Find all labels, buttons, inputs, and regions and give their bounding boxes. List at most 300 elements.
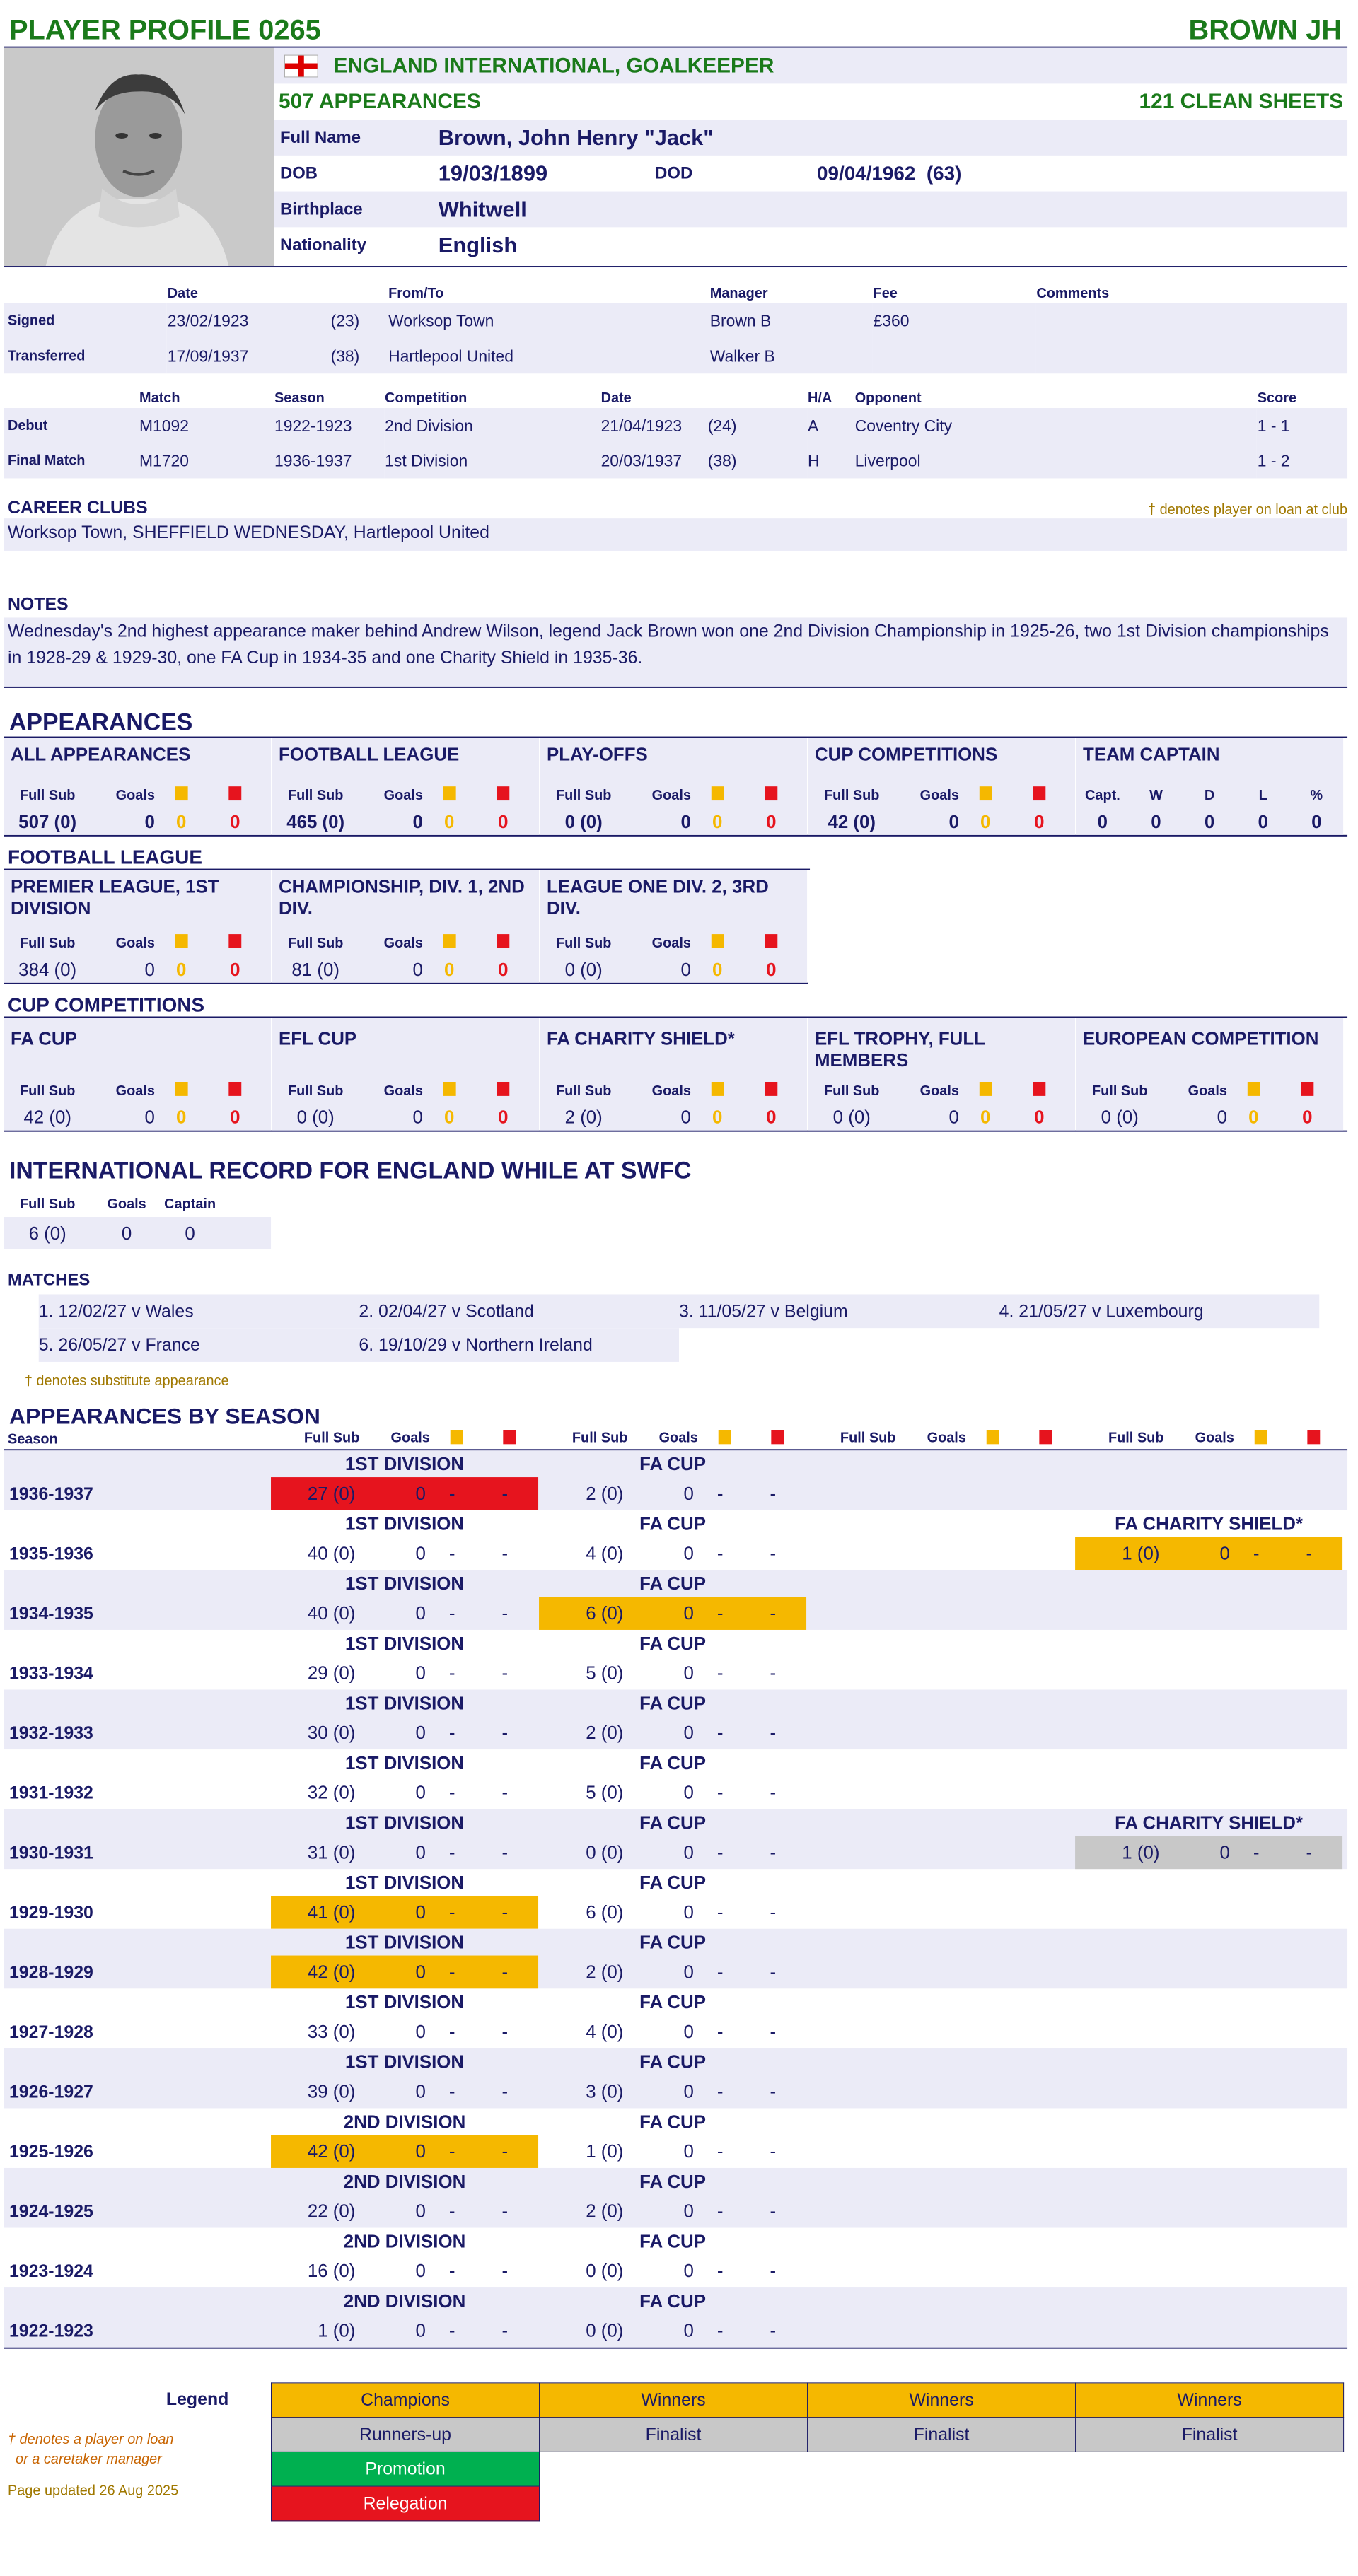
season-goals: 0 [415, 1483, 426, 1504]
season-apps: 42 (0) [307, 2140, 356, 2162]
season-label: 1935-1936 [8, 1544, 93, 1564]
league-box-0: PREMIER LEAGUE, 1ST DIVISION Full Sub Goals 384 (0) 0 0 0 [4, 870, 271, 983]
season-apps: 4 (0) [586, 1542, 624, 1564]
league-box-1: CHAMPIONSHIP, DIV. 1, 2ND DIV. Full Sub Goals 81 (0) 0 0 0 [272, 870, 539, 983]
season-row [4, 1630, 1347, 1690]
season-cell [807, 1510, 1074, 1570]
league-box-2-heading: LEAGUE ONE DIV. 2, 3RD DIV. [546, 875, 769, 919]
competition-name: 2ND DIVISION [343, 2290, 466, 2312]
season-cell [1075, 1630, 1342, 1690]
competition-name: 2ND DIVISION [343, 2170, 466, 2192]
season-cell: FA CUP 0 (0) 0 - - [539, 1809, 806, 1870]
cup-box-0-heading: FA CUP [10, 1027, 77, 1049]
season-goals: 0 [415, 1542, 426, 1564]
nationality-row [274, 227, 1347, 263]
red-value: 0 [766, 1106, 777, 1128]
red-card-icon [765, 1082, 777, 1096]
season-cell: 1ST DIVISION 42 (0) 0 - - [271, 1929, 538, 1989]
career-clubs-header [4, 498, 1347, 518]
season-apps: 4 (0) [586, 2021, 624, 2042]
page-header [4, 0, 1347, 48]
full-name-row [274, 120, 1347, 156]
season-row [4, 2048, 1347, 2109]
competition-name: FA CUP [639, 1752, 706, 1773]
competition-name: 2ND DIVISION [343, 2111, 466, 2133]
debut-row: Debut M1092 1922-1923 2nd Division 21/04/1923 (24) A Coventry City 1 - 1 [4, 408, 1347, 443]
season-row [4, 1869, 1347, 1929]
season-apps: 3 (0) [586, 2080, 624, 2102]
intl-match: 1. 12/02/27 v Wales [39, 1294, 359, 1328]
competition-name: 1ST DIVISION [344, 2051, 465, 2073]
season-goals: 0 [415, 1901, 426, 1923]
competition-name: FA CUP [639, 2051, 706, 2073]
season-cell [807, 1869, 1074, 1929]
season-cell: 1ST DIVISION 27 (0) 0 - - [271, 1450, 538, 1510]
red-value: 0 [230, 1106, 240, 1128]
competition-name: FA CUP [639, 1991, 706, 2013]
apps-value: 0 (0) [564, 958, 603, 980]
season-label: 1922-1923 [8, 2321, 93, 2341]
season-cell: FA CUP 0 (0) 0 - - [539, 2228, 806, 2288]
competition-name: FA CUP [639, 1573, 706, 1595]
season-apps: 32 (0) [307, 1781, 356, 1803]
red-card-icon [228, 934, 241, 948]
season-cell [1075, 2168, 1342, 2228]
season-row [4, 1929, 1347, 1989]
headline-row [274, 48, 1347, 84]
season-goals: 0 [415, 1961, 426, 1983]
competition-name: 1ST DIVISION [344, 1931, 465, 1953]
season-cell: 1ST DIVISION 40 (0) 0 - - [271, 1510, 538, 1570]
season-cell: FA CUP 4 (0) 0 - - [539, 1510, 806, 1570]
season-goals: 0 [415, 2080, 426, 2102]
competition-name: FA CUP [639, 2230, 706, 2252]
red-card-icon [1033, 786, 1045, 800]
season-cell [1075, 1570, 1342, 1630]
season-cell [807, 2108, 1074, 2168]
final-match-row: Final Match M1720 1936-1937 1st Division 20/03/1937 (38) H Liverpool 1 - 2 [4, 443, 1347, 479]
season-apps: 5 (0) [586, 1781, 624, 1803]
legend-relegation: Relegation [272, 2486, 540, 2521]
season-goals: 0 [683, 2260, 694, 2282]
competition-name: 1ST DIVISION [344, 1692, 465, 1714]
seasons-header: Season Full Sub Goals Full Sub Goals Full Sub Goals Full Sub Goals [4, 1429, 1347, 1450]
season-label: 1928-1929 [8, 1962, 93, 1983]
goals-value: 0 [680, 958, 691, 980]
season-apps: 5 (0) [586, 1662, 624, 1684]
intl-match: 2. 02/04/27 v Scotland [359, 1294, 679, 1328]
season-cell [807, 2287, 1074, 2348]
season-cell [1075, 1450, 1342, 1510]
league-box-1-heading: CHAMPIONSHIP, DIV. 1, 2ND DIV. [278, 875, 525, 919]
season-label: 1923-1924 [8, 2261, 93, 2282]
season-row [4, 1988, 1347, 2048]
season-goals: 0 [415, 1602, 426, 1624]
season-cell [807, 1630, 1074, 1690]
yellow-value: 0 [444, 1106, 455, 1128]
season-cell: FA CUP 2 (0) 0 - - [539, 1690, 806, 1750]
season-goals: 0 [683, 1961, 694, 1983]
season-goals: 0 [683, 1722, 694, 1744]
dod-label: DOD [655, 163, 693, 183]
season-cell: FA CUP 6 (0) 0 - - [539, 1869, 806, 1929]
season-apps: 1 (0) [586, 2140, 624, 2162]
competition-name: FA CHARITY SHIELD* [1115, 1513, 1304, 1534]
apps-value: 0 (0) [832, 1106, 871, 1128]
season-goals: 0 [415, 2319, 426, 2341]
cup-box-4-heading: EUROPEAN COMPETITION [1083, 1027, 1319, 1049]
dod-value: 09/04/1962 (63) [816, 162, 962, 185]
apps-value: 465 (0) [286, 810, 345, 832]
totals-row [274, 83, 1347, 120]
competition-name: 1ST DIVISION [344, 1453, 465, 1475]
season-goals: 0 [683, 2021, 694, 2042]
england-flag-icon [284, 54, 318, 77]
legend-loan-note: † denotes a player on loan or a caretaker manager [7, 2432, 174, 2467]
intl-match: 5. 26/05/27 v France [39, 1328, 359, 1362]
intl-apps: 6 (0) [28, 1222, 66, 1244]
red-card-icon [228, 786, 241, 800]
season-row [4, 2287, 1347, 2348]
season-cell [1075, 1929, 1342, 1989]
competition-name: 2ND DIVISION [343, 2230, 466, 2252]
cup-box-2-heading: FA CHARITY SHIELD* [546, 1027, 735, 1049]
matches-header: Match Season Competition Date H/A Opponent Score [139, 390, 1297, 406]
headline: ENGLAND INTERNATIONAL, GOALKEEPER [333, 54, 774, 77]
cup-box-3-heading: EFL TROPHY, FULL MEMBERS [815, 1027, 985, 1071]
career-clubs: Worksop Town, SHEFFIELD WEDNESDAY, Hartlepool United [4, 518, 1347, 551]
season-cell: FA CUP 5 (0) 0 - - [539, 1630, 806, 1690]
season-apps: 6 (0) [586, 1901, 624, 1923]
season-row [4, 1510, 1347, 1570]
season-apps: 0 (0) [586, 2319, 624, 2341]
intl-match: 6. 19/10/29 v Northern Ireland [359, 1328, 679, 1362]
red-value: 0 [498, 958, 509, 980]
yellow-card-icon [979, 786, 992, 800]
season-apps: 41 (0) [307, 1901, 356, 1923]
season-label: 1925-1926 [8, 2142, 93, 2162]
apps-value: 42 (0) [828, 810, 876, 832]
season-row [4, 1690, 1347, 1750]
page-updated: Page updated 26 Aug 2025 [7, 2483, 179, 2499]
season-goals: 0 [415, 2021, 426, 2042]
cup-box-4: EUROPEAN COMPETITION Full Sub Goals 0 (0) 0 0 0 [1076, 1018, 1343, 1130]
red-value: 0 [766, 958, 777, 980]
player-profile-page [4, 0, 1347, 2521]
season-cell: FA CUP 1 (0) 0 - - [539, 2108, 806, 2168]
season-cell [807, 2048, 1074, 2109]
red-card-icon [1039, 1430, 1052, 1444]
competition-name: 1ST DIVISION [344, 1632, 465, 1654]
season-cell [807, 2228, 1074, 2288]
cup-box-0: FA CUP Full Sub Goals 42 (0) 0 0 0 [4, 1018, 271, 1130]
season-cell [807, 1929, 1074, 1989]
season-label: 1927-1928 [8, 2022, 93, 2042]
red-value: 0 [230, 958, 240, 980]
season-apps: 1 (0) [1122, 1841, 1160, 1863]
season-goals: 0 [415, 1781, 426, 1803]
yellow-card-icon [450, 1430, 463, 1444]
yellow-card-icon [979, 1082, 992, 1096]
yellow-card-icon [718, 1430, 731, 1444]
goals-value: 0 [412, 958, 423, 980]
debut-final-table [4, 379, 1347, 478]
season-cell: FA CUP 5 (0) 0 - - [539, 1749, 806, 1809]
red-card-icon [1033, 1082, 1045, 1096]
season-goals: 0 [683, 1662, 694, 1684]
competition-name: FA CUP [639, 2170, 706, 2192]
competition-name: FA CUP [639, 1453, 706, 1475]
matches-title: MATCHES [7, 1270, 91, 1290]
nationality-label: Nationality [279, 235, 367, 255]
total-appearances: 507 APPEARANCES [278, 89, 481, 113]
season-apps: 22 (0) [307, 2200, 356, 2222]
red-card-icon [765, 786, 777, 800]
player-photo [4, 48, 274, 266]
yellow-card-icon [1254, 1430, 1267, 1444]
red-card-icon [503, 1430, 516, 1444]
page-title: PLAYER PROFILE 0265 [8, 14, 321, 46]
competition-name: 1ST DIVISION [344, 1991, 465, 2013]
season-cell: 2ND DIVISION 42 (0) 0 - - [271, 2108, 538, 2168]
yellow-value: 0 [175, 1106, 187, 1128]
season-cell [807, 1749, 1074, 1809]
season-cell [1075, 2228, 1342, 2288]
season-apps: 29 (0) [307, 1662, 356, 1684]
season-goals: 0 [415, 2260, 426, 2282]
red-card-icon [1307, 1430, 1320, 1444]
seasons-title: APPEARANCES BY SEASON [8, 1403, 320, 1429]
season-label: 1929-1930 [8, 1902, 93, 1923]
red-card-icon [497, 1082, 509, 1096]
player-short-name: BROWN JH [1188, 14, 1342, 46]
season-row [4, 1749, 1347, 1809]
season-cell: FA CUP 2 (0) 0 - - [539, 2168, 806, 2228]
apps-value: 0 (0) [564, 810, 603, 832]
intl-goals: 0 [121, 1222, 132, 1244]
season-goals: 0 [415, 1841, 426, 1863]
legend-winners-2: Winners [808, 2383, 1076, 2418]
season-goals: 0 [683, 1841, 694, 1863]
season-goals: 0 [415, 1662, 426, 1684]
season-cell: FA CUP 3 (0) 0 - - [539, 2048, 806, 2109]
competition-name: 1ST DIVISION [344, 1752, 465, 1773]
season-cell: 1ST DIVISION 33 (0) 0 - - [271, 1988, 538, 2048]
season-apps: 30 (0) [307, 1722, 356, 1744]
transfer-row-signed: Signed 23/02/1923 (23) Worksop Town Brown B £360 [4, 303, 1347, 339]
competition-name: 1ST DIVISION [344, 1812, 465, 1834]
cup-box-2: FA CHARITY SHIELD* Full Sub Goals 2 (0) 0 0 0 [540, 1018, 807, 1130]
competition-name: 1ST DIVISION [344, 1573, 465, 1595]
season-apps: 1 (0) [1122, 1542, 1160, 1564]
season-goals: 0 [1219, 1542, 1230, 1564]
yellow-card-icon [175, 786, 187, 800]
competition-name: FA CUP [639, 1513, 706, 1534]
season-apps: 2 (0) [586, 2200, 624, 2222]
birthplace-label: Birthplace [279, 199, 363, 218]
yellow-card-icon [175, 934, 187, 948]
season-label: 1930-1931 [8, 1843, 93, 1863]
yellow-card-icon [175, 1082, 187, 1096]
appearances-title: APPEARANCES [4, 706, 1347, 738]
season-cell [807, 1988, 1074, 2048]
intl-captain: 0 [185, 1222, 195, 1244]
appearances-box-0: ALL APPEARANCES Full Sub Goals 507 (0) 0 0 0 [4, 738, 271, 835]
legend-runners-up: Runners-up [272, 2418, 540, 2452]
appearances-box-2-heading: PLAY-OFFS [546, 743, 648, 765]
red-card-icon [228, 1082, 241, 1096]
red-card-icon [497, 786, 509, 800]
legend-title: Legend [166, 2389, 229, 2410]
season-label: 1936-1937 [8, 1484, 93, 1504]
season-cell [807, 1690, 1074, 1750]
goals-value: 0 [948, 1106, 959, 1128]
season-row [4, 2228, 1347, 2288]
season-cell: 1ST DIVISION 32 (0) 0 - - [271, 1749, 538, 1809]
dob-row [274, 156, 1347, 192]
yellow-value: 0 [712, 1106, 723, 1128]
clean-sheets: 121 CLEAN SHEETS [1139, 89, 1344, 113]
appearances-box-2: PLAY-OFFS Full Sub Goals 0 (0) 0 0 0 [540, 738, 807, 835]
competition-name: FA CUP [639, 2111, 706, 2133]
red-value: 0 [1034, 810, 1045, 832]
yellow-value: 0 [1248, 1106, 1259, 1128]
season-goals: 0 [683, 2140, 694, 2162]
competition-name: FA CUP [639, 1812, 706, 1834]
season-apps: 39 (0) [307, 2080, 356, 2102]
yellow-value: 0 [712, 810, 723, 832]
season-apps: 0 (0) [586, 1841, 624, 1863]
season-cell [1075, 2108, 1342, 2168]
season-label: 1931-1932 [8, 1783, 93, 1803]
col-comments: Comments [1036, 285, 1110, 301]
yellow-card-icon [986, 1430, 999, 1444]
competition-name: FA CUP [639, 1931, 706, 1953]
season-cell: FA CUP 6 (0) 0 - - [539, 1570, 806, 1630]
red-value: 0 [1302, 1106, 1313, 1128]
cup-box-1: EFL CUP Full Sub Goals 0 (0) 0 0 0 [272, 1018, 539, 1130]
transfers-table [4, 274, 1347, 373]
competition-name: FA CUP [639, 1632, 706, 1654]
season-cell: 1ST DIVISION 41 (0) 0 - - [271, 1869, 538, 1929]
apps-value: 507 (0) [18, 810, 77, 832]
cup-boxes [4, 1018, 1347, 1131]
legend-champions: Champions [272, 2383, 540, 2418]
notes-text: Wednesday's 2nd highest appearance maker behind Andrew Wilson, legend Jack Brown won one 2nd Division Championship in 1925-26, two 1st Division championships in 1928-29 & 1929-30, one FA Cup in 1934-35 and one Charity Shield in 1935-36. [4, 617, 1347, 687]
league-box-2: LEAGUE ONE DIV. 2, 3RD DIV. Full Sub Goals 0 (0) 0 0 0 [540, 870, 807, 983]
col-fee: Fee [873, 285, 898, 301]
legend-finalist-1: Finalist [540, 2418, 808, 2452]
dob-value: 19/03/1899 [438, 161, 548, 186]
yellow-card-icon [443, 934, 455, 948]
goals-value: 0 [412, 810, 423, 832]
team-captain-box: TEAM CAPTAIN Capt. W D L % 0 0 0 0 0 [1076, 738, 1343, 835]
seasons-table [4, 1450, 1347, 2348]
season-label: 1934-1935 [8, 1604, 93, 1624]
col-from-to: From/To [388, 285, 444, 301]
season-cell [1075, 1749, 1342, 1809]
red-value: 0 [766, 810, 777, 832]
season-cell [807, 2168, 1074, 2228]
intl-match: 3. 11/05/27 v Belgium [679, 1294, 999, 1328]
transfers-header [4, 274, 1347, 303]
season-apps: 6 (0) [586, 1602, 624, 1624]
season-goals: 0 [683, 1483, 694, 1504]
full-name-label: Full Name [279, 127, 361, 147]
season-cell: FA CHARITY SHIELD* 1 (0) 0 - - [1075, 1809, 1342, 1870]
season-apps: 27 (0) [307, 1483, 356, 1504]
season-apps: 1 (0) [318, 2319, 356, 2341]
season-cell [807, 1809, 1074, 1870]
season-label: 1924-1925 [8, 2201, 93, 2222]
season-cell: 1ST DIVISION 29 (0) 0 - - [271, 1630, 538, 1690]
red-value: 0 [498, 1106, 509, 1128]
season-apps: 0 (0) [586, 2260, 624, 2282]
season-cell: FA CHARITY SHIELD* 1 (0) 0 - - [1075, 1510, 1342, 1570]
yellow-value: 0 [175, 810, 187, 832]
season-cell [807, 1450, 1074, 1510]
season-row [4, 1809, 1347, 1870]
yellow-value: 0 [444, 958, 455, 980]
yellow-card-icon [711, 934, 724, 948]
season-apps: 2 (0) [586, 1483, 624, 1504]
season-row [4, 2168, 1347, 2228]
international-box: Full Sub Goals Captain 6 (0) 0 0 [4, 1191, 271, 1249]
season-cell [1075, 2287, 1342, 2348]
birthplace: Whitwell [438, 197, 527, 221]
red-card-icon [771, 1430, 784, 1444]
season-cell: 1ST DIVISION 39 (0) 0 - - [271, 2048, 538, 2109]
season-goals: 0 [683, 1901, 694, 1923]
legend-table [271, 2382, 1344, 2521]
yellow-value: 0 [980, 810, 991, 832]
competition-name: FA CUP [639, 1692, 706, 1714]
goals-value: 0 [144, 1106, 155, 1128]
season-goals: 0 [415, 1722, 426, 1744]
yellow-value: 0 [980, 1106, 991, 1128]
appearances-boxes [4, 738, 1347, 837]
notes-title: NOTES [7, 594, 69, 614]
competition-name: FA CHARITY SHIELD* [1115, 1812, 1304, 1834]
season-cell [1075, 1690, 1342, 1750]
col-manager: Manager [709, 285, 768, 301]
season-cell: 2ND DIVISION 1 (0) 0 - - [271, 2287, 538, 2348]
transfer-row-transferred: Transferred 17/09/1937 (38) Hartlepool United Walker B [4, 338, 1347, 373]
season-cell [807, 1570, 1074, 1630]
yellow-card-icon [443, 1082, 455, 1096]
football-league-boxes [4, 870, 808, 984]
cup-competitions-title: CUP COMPETITIONS [4, 994, 1347, 1018]
season-goals: 0 [683, 2319, 694, 2341]
competition-name: FA CUP [639, 2290, 706, 2312]
season-row [4, 2108, 1347, 2168]
full-name: Brown, John Henry "Jack" [438, 124, 714, 150]
season-goals: 0 [683, 1602, 694, 1624]
goals-value: 0 [680, 810, 691, 832]
apps-value: 2 (0) [564, 1106, 603, 1128]
appearances-box-1-heading: FOOTBALL LEAGUE [278, 743, 460, 765]
red-value: 0 [498, 810, 509, 832]
red-card-icon [765, 934, 777, 948]
season-cell: 1ST DIVISION 40 (0) 0 - - [271, 1570, 538, 1630]
appearances-box-3-heading: CUP COMPETITIONS [815, 743, 998, 765]
season-cell: 1ST DIVISION 30 (0) 0 - - [271, 1690, 538, 1750]
cup-box-1-heading: EFL CUP [278, 1027, 357, 1049]
legend-finalist-2: Finalist [808, 2418, 1076, 2452]
season-row [4, 1450, 1347, 1510]
goals-value: 0 [412, 1106, 423, 1128]
season-cell: FA CUP 0 (0) 0 - - [539, 2287, 806, 2348]
